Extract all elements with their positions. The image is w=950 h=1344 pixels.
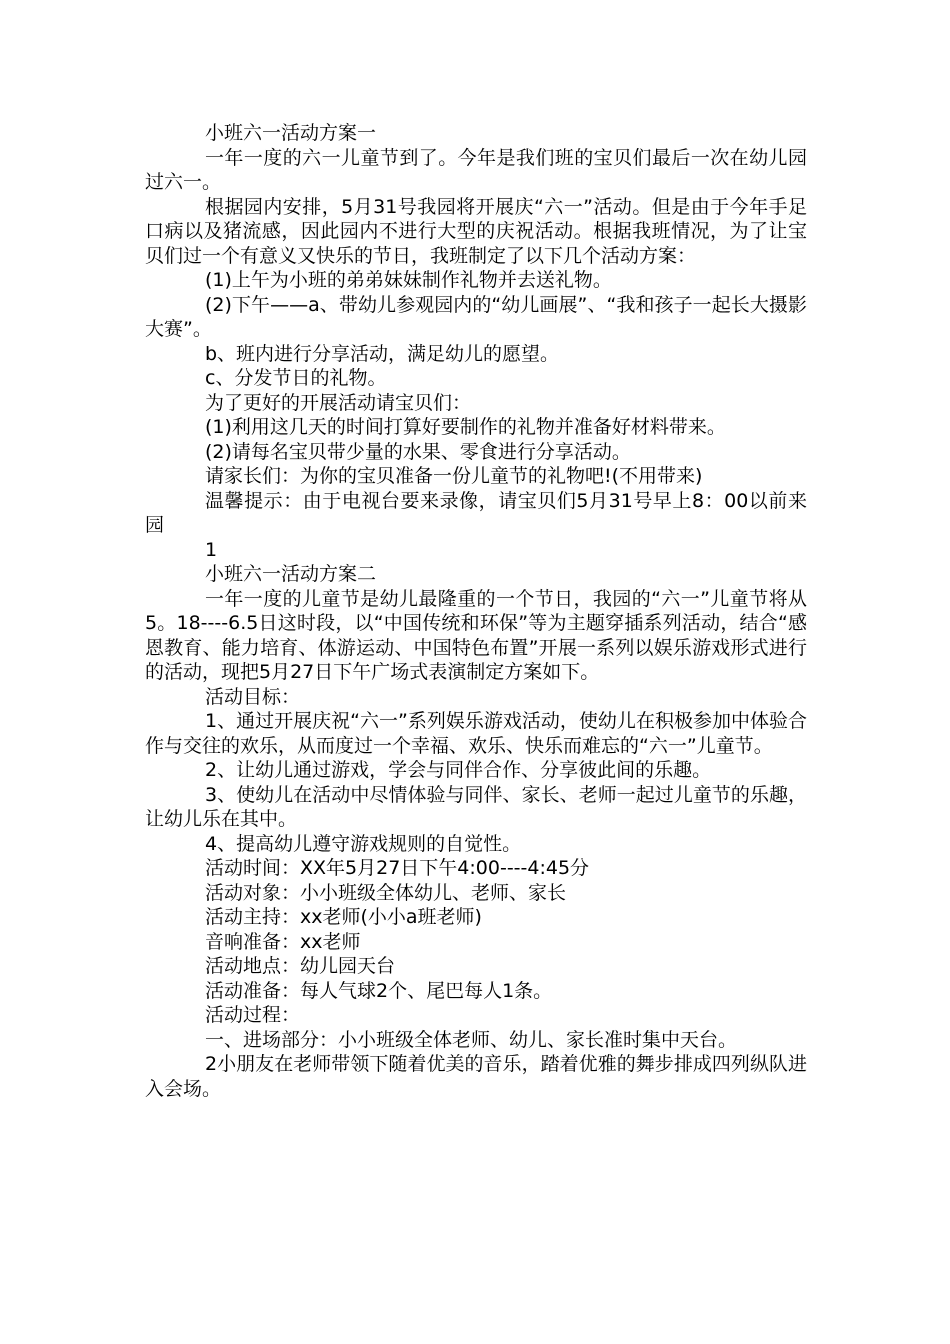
paragraph: 根据园内安排，5月31号我园将开展庆“六一”活动。但是由于今年手足口病以及猪流感，因此园内不进行大型的庆祝活动。根据我班情况，为了让宝贝们过一个有意义又快乐的节日，我班制定了以下几个活动方案： — [145, 195, 807, 267]
paragraph: 小班六一活动方案二 — [205, 563, 377, 585]
paragraph: 一、进场部分：小小班级全体老师、幼儿、家长准时集中天台。 — [205, 1028, 738, 1051]
paragraph: 音响准备：xx老师 — [205, 930, 361, 953]
paragraph: c、分发节日的礼物。 — [205, 367, 387, 389]
paragraph: (2)请每名宝贝带少量的水果、零食进行分享活动。 — [205, 440, 631, 463]
paragraph: 温馨提示：由于电视台要来录像，请宝贝们5月31号早上8：00以前来园 — [145, 489, 807, 536]
paragraph: 2、让幼儿通过游戏，学会与同伴合作、分享彼此间的乐趣。 — [205, 759, 712, 781]
paragraph: b、班内进行分享活动，满足幼儿的愿望。 — [205, 342, 560, 365]
paragraph: 2小朋友在老师带领下随着优美的音乐，踏着优雅的舞步排成四列纵队进入会场。 — [145, 1053, 807, 1100]
paragraph: 4、提高幼儿遵守游戏规则的自觉性。 — [205, 832, 522, 855]
paragraph: 活动地点：幼儿园天台 — [205, 955, 396, 977]
paragraph: 活动过程： — [205, 1004, 301, 1026]
paragraph: 为了更好的开展活动请宝贝们： — [205, 391, 472, 414]
paragraph: 一年一度的儿童节是幼儿最隆重的一个节日，我园的“六一”儿童节将从5。18----6.5日这时段，以“中国传统和环保”等为主题穿插系列活动，结合“感恩教育、能力培育、体游运动、中国特色布置”开展一系列以娱乐游戏形式进行的活动，现把5月27日下午广场式表演制定方案如下。 — [145, 587, 807, 683]
paragraph: 活动准备：每人气球2个、尾巴每人1条。 — [205, 979, 553, 1002]
document-body — [145, 121, 807, 1101]
paragraph: 1 — [205, 538, 218, 561]
paragraph: (1)利用这几天的时间打算好要制作的礼物并准备好材料带来。 — [205, 416, 726, 438]
paragraph: 一年一度的六一儿童节到了。今年是我们班的宝贝们最后一次在幼儿园过六一。 — [145, 146, 807, 193]
paragraph: 活动时间：XX年5月27日下午4:00----4:45分 — [205, 857, 590, 879]
paragraph: 请家长们：为你的宝贝准备一份儿童节的礼物吧!(不用带来) — [205, 465, 703, 487]
paragraph: 活动主持：xx老师(小小a班老师) — [205, 906, 482, 928]
paragraph: 1、通过开展庆祝“六一”系列娱乐游戏活动，使幼儿在积极参加中体验合作与交往的欢乐，从而度过一个幸福、欢乐、快乐而难忘的“六一”儿童节。 — [145, 710, 807, 757]
paragraph: 活动目标： — [205, 685, 301, 708]
paragraph: (2)下午——a、带幼儿参观园内的“幼儿画展”、“我和孩子一起长大摄影大赛”。 — [145, 293, 807, 340]
paragraph: 活动对象：小小班级全体幼儿、老师、家长 — [205, 881, 567, 904]
paragraph: 小班六一活动方案一 — [205, 122, 377, 144]
paragraph: 3、使幼儿在活动中尽情体验与同伴、家长、老师一起过儿童节的乐趣，让幼儿乐在其中。 — [145, 783, 807, 830]
paragraph: (1)上午为小班的弟弟妹妹制作礼物并去送礼物。 — [205, 269, 612, 291]
